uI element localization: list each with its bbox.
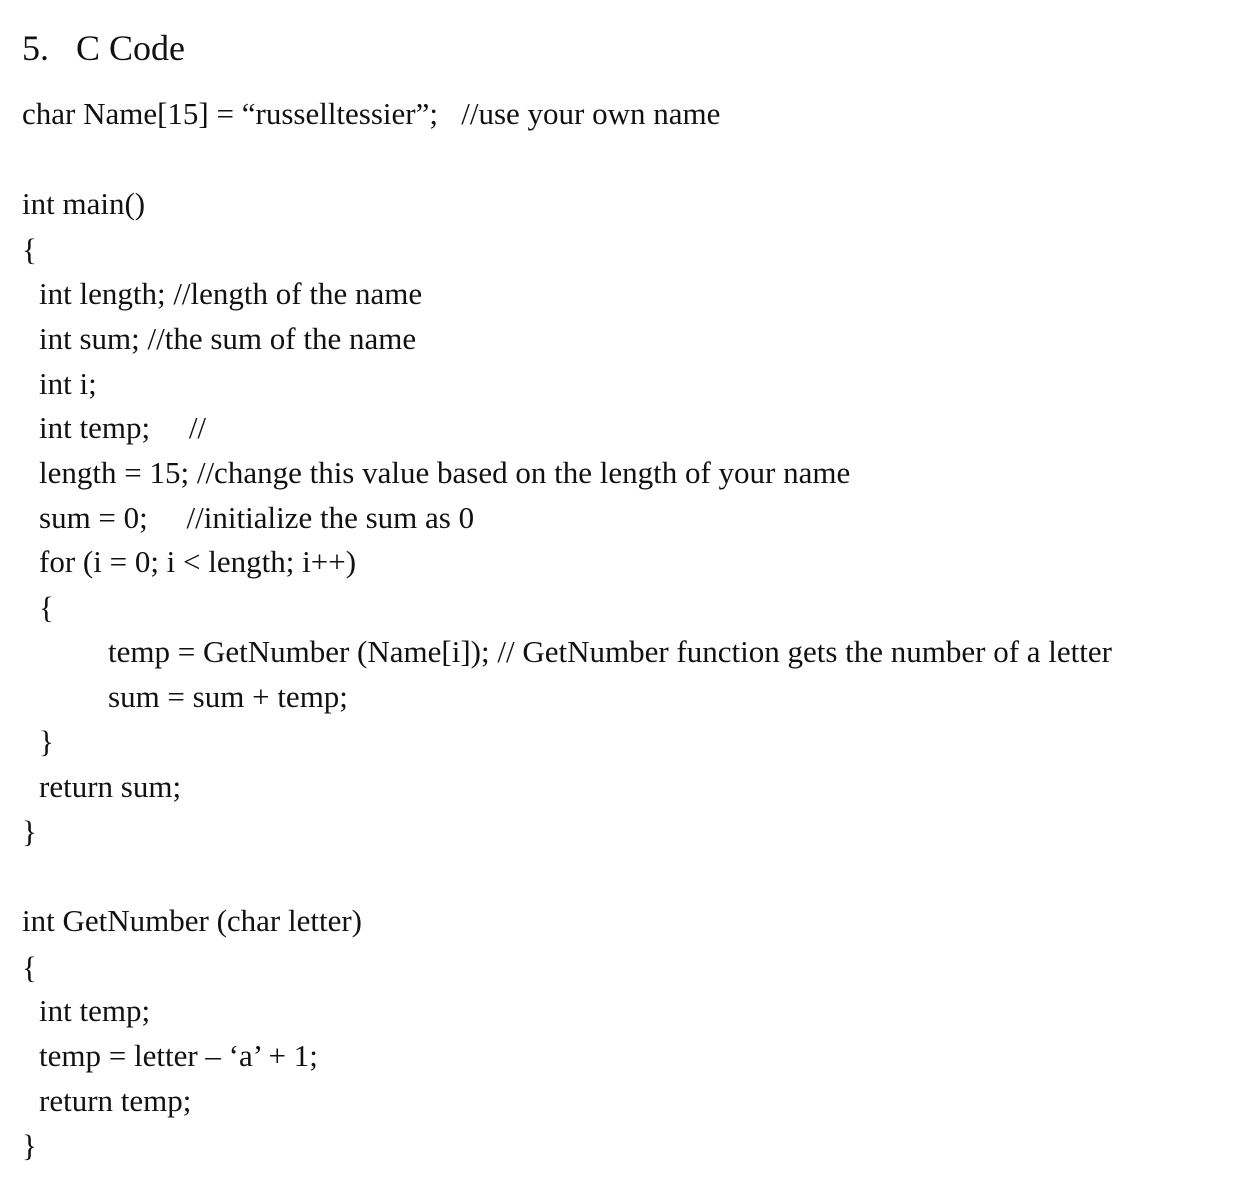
code-line: temp = letter – ‘a’ + 1; bbox=[39, 1038, 318, 1073]
section-number: 5. bbox=[22, 28, 49, 68]
name-declaration-line: char Name[15] = “russelltessier”; //use your own name bbox=[22, 96, 721, 131]
for-loop-line: for (i = 0; i < length; i++) bbox=[39, 544, 357, 579]
getnumber-open-brace: { bbox=[22, 950, 37, 985]
main-signature-line: int main() bbox=[22, 186, 146, 221]
code-line: length = 15; //change this value based on the length of your name bbox=[39, 455, 851, 490]
getnumber-close-brace: } bbox=[22, 1128, 37, 1163]
code-line: sum = sum + temp; bbox=[108, 679, 348, 714]
main-close-brace: } bbox=[22, 814, 37, 849]
section-heading bbox=[22, 28, 185, 68]
code-line: sum = 0; //initialize the sum as 0 bbox=[39, 500, 475, 535]
loop-close-brace: } bbox=[39, 724, 54, 759]
code-line: temp = GetNumber (Name[i]); // GetNumber function gets the number of a letter bbox=[108, 634, 1112, 669]
loop-open-brace: { bbox=[39, 590, 54, 625]
main-open-brace: { bbox=[22, 232, 37, 267]
code-line: return temp; bbox=[39, 1083, 192, 1118]
getnumber-signature-line: int GetNumber (char letter) bbox=[22, 903, 362, 938]
code-line: int temp; // bbox=[39, 410, 207, 445]
section-title: C Code bbox=[76, 28, 186, 68]
code-line: int i; bbox=[39, 366, 97, 401]
code-line: int length; //length of the name bbox=[39, 276, 423, 311]
code-line: int sum; //the sum of the name bbox=[39, 321, 417, 356]
code-line: int temp; bbox=[39, 993, 151, 1028]
code-line: return sum; bbox=[39, 769, 182, 804]
